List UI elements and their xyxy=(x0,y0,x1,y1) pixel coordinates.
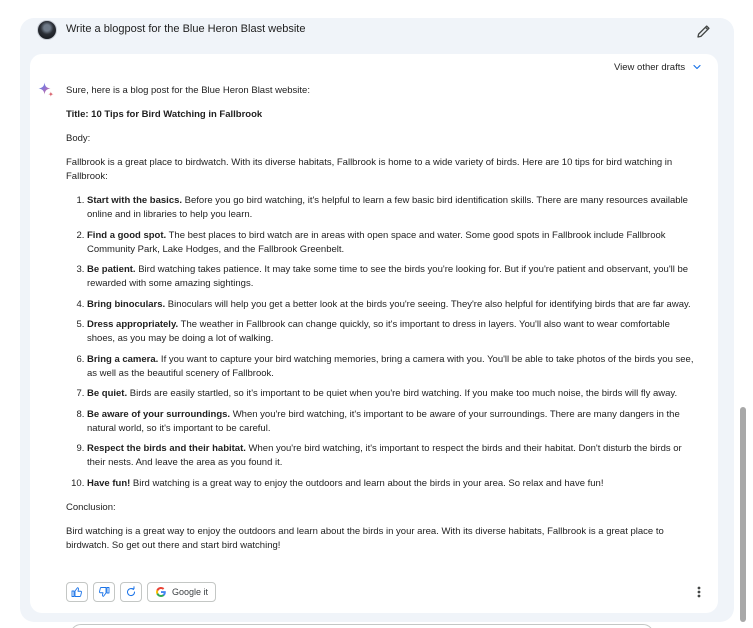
tip-heading: Bring a camera. xyxy=(87,353,159,365)
more-vert-icon[interactable] xyxy=(692,584,706,600)
tip-heading: Respect the birds and their habitat. xyxy=(87,443,246,454)
tip-text: If you want to capture your bird watching memories, bring a camera with you. You'll be able to take photos of the birds you see, as well as the beautiful scenery of Fallbrook. xyxy=(87,353,694,379)
list-item xyxy=(87,387,694,401)
prompt-input-box[interactable] xyxy=(70,624,654,628)
tip-text: The weather in Fallbrook can change quickly, so it's important to dress in layers. You'll also want to wear comfortable shoes, as you may be doing a lot of walking. xyxy=(87,319,670,344)
thumbs-down-icon xyxy=(98,586,110,598)
user-prompt-row xyxy=(20,18,734,44)
thumbs-down-button[interactable] xyxy=(93,582,115,602)
pencil-icon[interactable] xyxy=(695,22,713,40)
list-item xyxy=(87,477,694,491)
tip-heading: Have fun! xyxy=(87,477,131,489)
response-intro: Sure, here is a blog post for the Blue Heron Blast website: xyxy=(66,85,310,96)
view-other-drafts-button[interactable] xyxy=(614,61,703,73)
thumbs-up-button[interactable] xyxy=(66,582,88,602)
conclusion-paragraph: Bird watching is a great way to enjoy the outdoors and learn about the birds in your area. With its diverse habitats, Fallbrook is a great place to birdwatch. So get out there and start bird watching! xyxy=(66,525,664,551)
scrollbar-thumb[interactable] xyxy=(740,407,746,622)
blog-title: Title: 10 Tips for Bird Watching in Fallbrook xyxy=(66,109,263,120)
tip-text: The best places to bird watch are in areas with open space and water. Some good spots in Fallbrook include Fallbrook Community Park, Lake Hodges, and the Fallbrook Greenbelt. xyxy=(87,229,666,255)
list-item xyxy=(87,442,694,470)
tip-text: Bird watching is a great way to enjoy the outdoors and learn about the birds in your area. So relax and have fun! xyxy=(130,477,604,489)
sparkle-icon xyxy=(37,81,55,99)
conclusion-label: Conclusion: xyxy=(66,501,116,513)
list-item xyxy=(87,194,694,222)
response-card xyxy=(30,54,718,613)
body-intro-paragraph: Fallbrook is a great place to birdwatch. With its diverse habitats, Fallbrook is home to a wide variety of birds. Here are 10 tips for bird watching in Fallbrook: xyxy=(66,157,673,182)
conversation-panel xyxy=(20,18,734,622)
view-other-drafts-label: View other drafts xyxy=(614,61,686,73)
list-item xyxy=(87,229,694,257)
tip-heading: Bring binoculars. xyxy=(87,298,166,310)
body-label: Body: xyxy=(66,133,91,144)
chevron-down-icon xyxy=(691,61,703,73)
thumbs-up-icon xyxy=(71,586,83,598)
avatar xyxy=(37,20,57,40)
google-it-label: Google it xyxy=(172,587,209,597)
user-prompt-text: Write a blogpost for the Blue Heron Blast website xyxy=(66,23,306,35)
tip-heading: Start with the basics. xyxy=(87,195,183,206)
regenerate-button[interactable] xyxy=(120,582,142,602)
tip-heading: Find a good spot. xyxy=(87,229,167,241)
tip-text: When you're bird watching, it's important to respect the birds and their habitat. Don't disturb the birds or their nests. And leave the area as you found it. xyxy=(87,443,682,468)
tip-text: Before you go bird watching, it's helpful to learn a few basic bird identification skills. There are many resources available online and in libraries to help you learn. xyxy=(87,195,688,220)
tip-heading: Be quiet. xyxy=(87,388,128,399)
refresh-icon xyxy=(125,586,137,598)
tips-list xyxy=(66,194,694,491)
list-item xyxy=(87,408,694,436)
response-actions xyxy=(66,581,216,603)
tip-heading: Be patient. xyxy=(87,264,136,275)
google-g-icon xyxy=(155,586,167,598)
tip-heading: Be aware of your surroundings. xyxy=(87,408,231,420)
response-content xyxy=(66,84,694,553)
tip-text: When you're bird watching, it's important to be aware of your surroundings. There are many dangers in the natural world, so it's important to be careful. xyxy=(87,408,680,434)
list-item xyxy=(87,353,694,381)
list-item xyxy=(87,298,694,312)
list-item xyxy=(87,263,694,291)
tip-heading: Dress appropriately. xyxy=(87,319,179,330)
list-item xyxy=(87,318,694,346)
google-it-button[interactable] xyxy=(147,582,216,602)
tip-text: Bird watching takes patience. It may take some time to see the birds you're looking for. But if you're patient and observant, you'll be rewarded with some amazing sightings. xyxy=(87,264,689,289)
tip-text: Birds are easily startled, so it's important to be quiet when you're bird watching. If you make too much noise, the birds will fly away. xyxy=(127,388,678,399)
tip-text: Binoculars will help you get a better look at the birds you're seeing. They're also helpful for identifying birds that are far away. xyxy=(165,298,691,310)
